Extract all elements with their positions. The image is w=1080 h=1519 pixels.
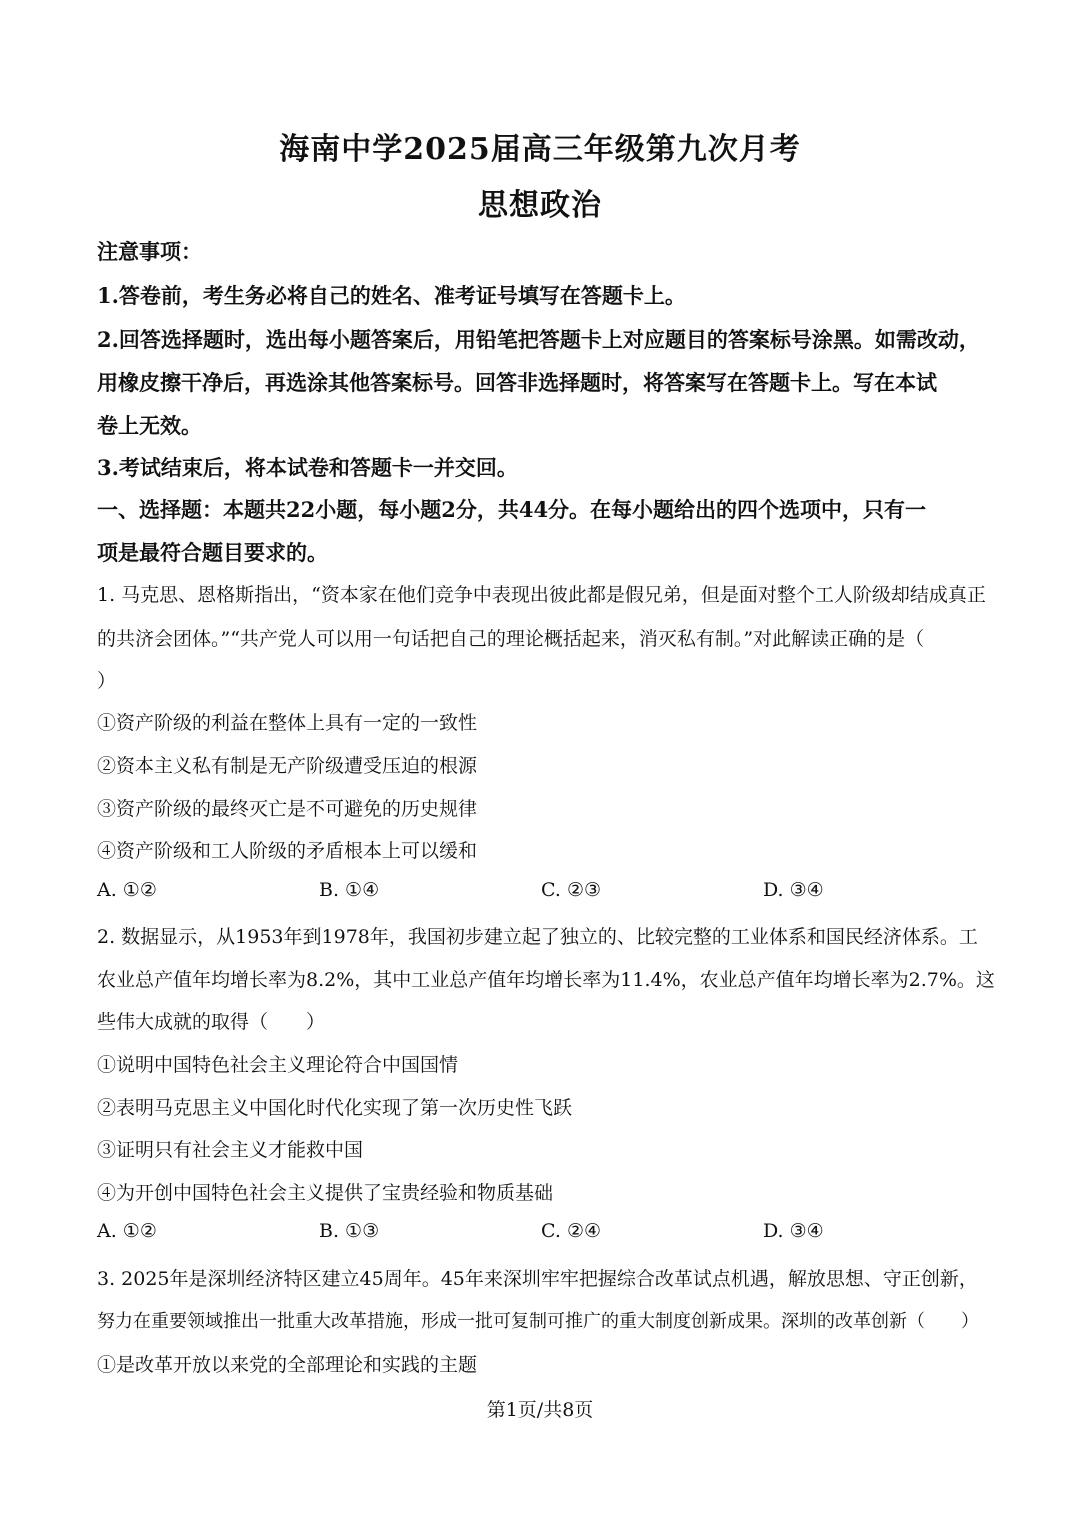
- question-2-statement-2: ②表明马克思主义中国化时代化实现了第一次历史性飞跃: [97, 1097, 573, 1119]
- question-2-stem-line-1: 2. 数据显示，从1953年到1978年，我国初步建立起了独立的、比较完整的工业体系和国民经济体系。工: [97, 926, 978, 948]
- section-heading-line-1: 一、选择题：本题共22小题，每小题2分，共44分。在每小题给出的四个选项中，只有一: [97, 497, 927, 522]
- question-1-option-d: D. ③④: [763, 879, 824, 901]
- question-1-option-a: A. ①②: [97, 879, 157, 901]
- question-2-option-b: B. ①③: [319, 1220, 380, 1242]
- question-1-option-c: C. ②③: [541, 879, 602, 901]
- notes-item-2-line-3: 卷上无效。: [97, 413, 202, 438]
- question-2-statement-4: ④为开创中国特色社会主义提供了宝贵经验和物质基础: [97, 1182, 554, 1204]
- question-3-stem-line-1: 3. 2025年是深圳经济特区建立45周年。45年来深圳牢牢把握综合改革试点机遇，解放思想、守正创新，: [97, 1268, 978, 1290]
- question-3-stem-line-2: 努力在重要领域推出一批重大改革措施，形成一批可复制可推广的重大制度创新成果。深圳的改革创新（ ）: [97, 1311, 979, 1332]
- notes-item-1: 1.答卷前，考生务必将自己的姓名、准考证号填写在答题卡上。: [97, 283, 686, 308]
- notes-item-2-line-1: 2.回答选择题时，选出每小题答案后，用铅笔把答题卡上对应题目的答案标号涂黑。如需改动，: [97, 327, 980, 352]
- question-2-option-a: A. ①②: [97, 1220, 157, 1242]
- question-2-stem-line-2: 农业总产值年均增长率为8.2%，其中工业总产值年均增长率为11.4%，农业总产值年均增长率为2.7%。这: [97, 969, 995, 991]
- question-3-statement-1: ①是改革开放以来党的全部理论和实践的主题: [97, 1354, 478, 1376]
- question-1-option-b: B. ①④: [319, 879, 380, 901]
- section-heading-line-2: 项是最符合题目要求的。: [97, 540, 328, 565]
- question-1-stem-line-1: 1. 马克思、恩格斯指出，“资本家在他们竞争中表现出彼此都是假兄弟，但是面对整个工人阶级却结成真正: [97, 584, 986, 606]
- question-2-stem-line-3: 些伟大成就的取得（ ）: [97, 1011, 326, 1033]
- notes-item-3: 3.考试结束后，将本试卷和答题卡一并交回。: [97, 455, 518, 480]
- question-2-statement-3: ③证明只有社会主义才能救中国: [97, 1139, 364, 1161]
- question-1-options: [97, 879, 997, 907]
- question-2-option-d: D. ③④: [763, 1220, 824, 1242]
- question-1-statement-4: ④资产阶级和工人阶级的矛盾根本上可以缓和: [97, 840, 478, 862]
- question-1-statement-3: ③资产阶级的最终灭亡是不可避免的历史规律: [97, 798, 478, 820]
- question-1-stem-line-2: 的共济会团体。”“共产党人可以用一句话把自己的理论概括起来，消灭私有制。”对此解读正确的是（: [97, 628, 925, 650]
- question-1-statement-2: ②资本主义私有制是无产阶级遭受压迫的根源: [97, 755, 478, 777]
- subject-title: 思想政治: [478, 188, 602, 223]
- question-2-statement-1: ①说明中国特色社会主义理论符合中国国情: [97, 1054, 459, 1076]
- notes-heading: 注意事项：: [97, 239, 202, 264]
- question-2-options: [97, 1220, 997, 1248]
- question-1-statement-1: ①资产阶级的利益在整体上具有一定的一致性: [97, 712, 478, 734]
- question-2-option-c: C. ②④: [541, 1220, 602, 1242]
- notes-item-2-line-2: 用橡皮擦干净后，再选涂其他答案标号。回答非选择题时，将答案写在答题卡上。写在本试: [97, 370, 937, 395]
- exam-title: 海南中学2025届高三年级第九次月考: [279, 132, 801, 167]
- page-number: 第1页/共8页: [486, 1399, 594, 1421]
- question-1-stem-line-3: ）: [97, 670, 117, 692]
